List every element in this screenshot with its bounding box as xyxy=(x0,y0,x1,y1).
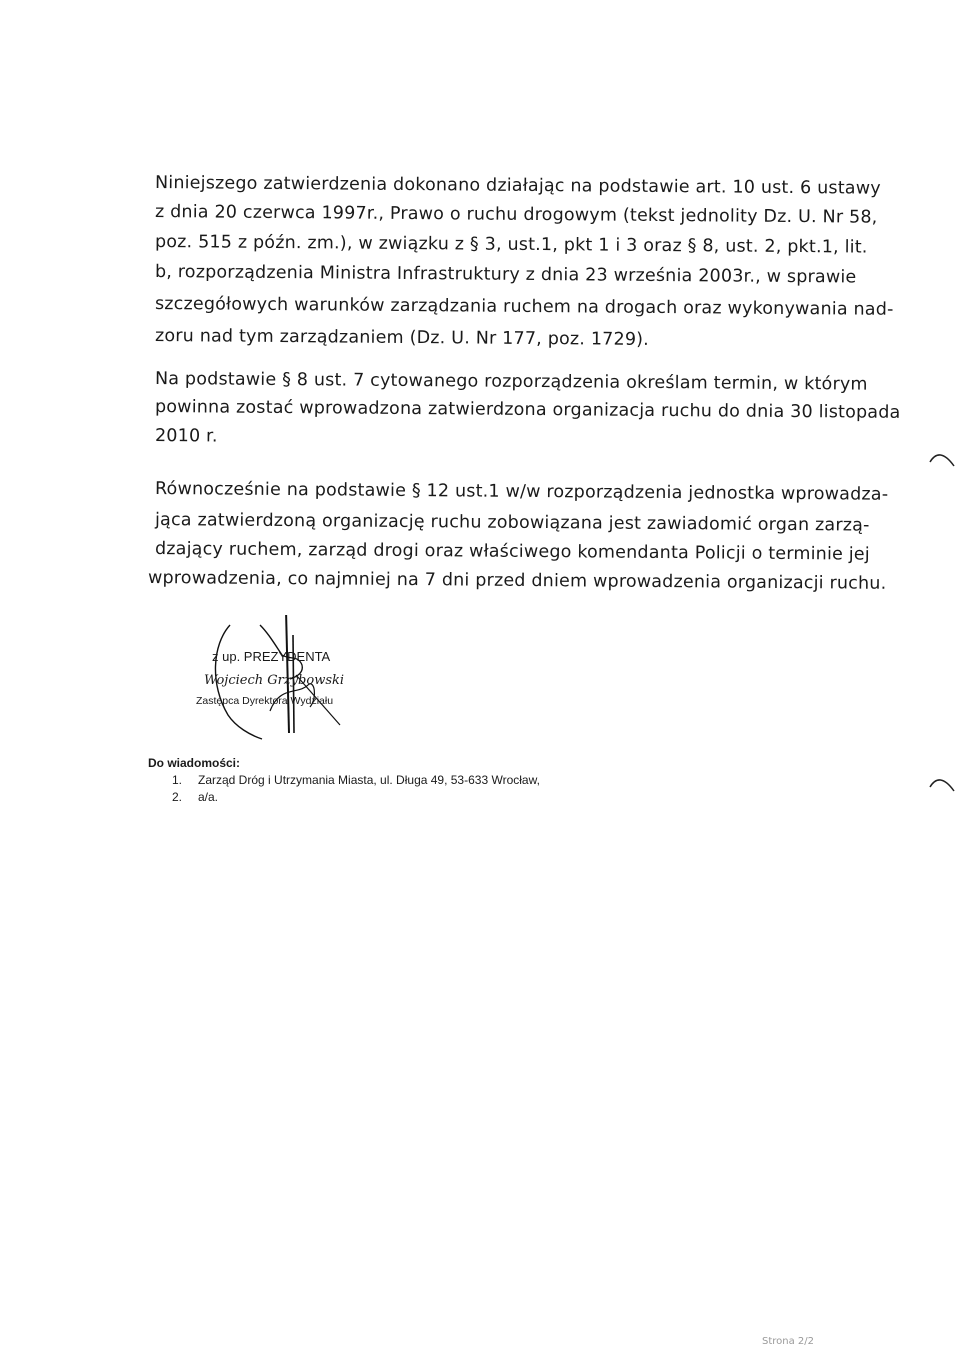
body-line-6: zoru nad tym zarządzaniem (Dz. U. Nr 177, poz. 1729). xyxy=(154,326,650,350)
recipient-text: Zarząd Dróg i Utrzymania Miasta, ul. Długa 49, 53-633 Wrocław, xyxy=(198,773,540,787)
scan-mark-1 xyxy=(928,450,958,470)
body-line-7: Na podstawie § 8 ust. 7 cytowanego rozporządzenia określam termin, w którym xyxy=(154,369,868,395)
scan-mark-2 xyxy=(928,775,958,795)
recipient-item xyxy=(172,789,540,806)
signature-stamp xyxy=(190,615,360,745)
body-line-4: b, rozporządzenia Ministra Infrastruktury z dnia 23 września 2003r., w sprawie xyxy=(154,262,857,288)
body-line-9: 2010 r. xyxy=(154,426,218,447)
recipient-text: a/a. xyxy=(198,790,219,804)
body-line-3: poz. 515 z późn. zm.), w związku z § 3, ust.1, pkt 1 i 3 oraz § 8, ust. 2, pkt.1, lit. xyxy=(154,232,868,258)
recipients-header: Do wiadomości: xyxy=(148,756,241,770)
stamp-name-line: Wojciech Grzybowski xyxy=(204,673,345,688)
stamp-authority-line: z up. PREZYDENTA xyxy=(212,649,331,664)
recipient-number: 1. xyxy=(172,773,183,787)
stamp-role-line: Zastępca Dyrektora Wydziału xyxy=(196,695,334,707)
body-line-8: powinna zostać wprowadzona zatwierdzona organizacja ruchu do dnia 30 listopada xyxy=(154,397,901,423)
body-line-11: jąca zatwierdzoną organizację ruchu zobowiązana jest zawiadomić organ zarzą- xyxy=(154,510,870,536)
recipients-block xyxy=(148,755,540,806)
body-line-12: dzający ruchem, zarząd drogi oraz właściwego komendanta Policji o terminie jej xyxy=(154,539,870,565)
body-line-2: z dnia 20 czerwca 1997r., Prawo o ruchu drogowym (tekst jednolity Dz. U. Nr 58, xyxy=(154,202,878,228)
body-line-10: Równocześnie na podstawie § 12 ust.1 w/w rozporządzenia jednostka wprowadza- xyxy=(154,479,889,505)
body-line-5: szczegółowych warunków zarządzania ruchem na drogach oraz wykonywania nad- xyxy=(154,294,894,320)
page-number: Strona 2/2 xyxy=(762,1336,815,1347)
body-line-13: wprowadzenia, co najmniej na 7 dni przed dniem wprowadzenia organizacji ruchu. xyxy=(147,568,887,594)
recipient-number: 2. xyxy=(172,790,183,804)
body-line-1: Niniejszego zatwierdzenia dokonano działając na podstawie art. 10 ust. 6 ustawy xyxy=(154,173,881,199)
recipient-item xyxy=(172,772,540,789)
